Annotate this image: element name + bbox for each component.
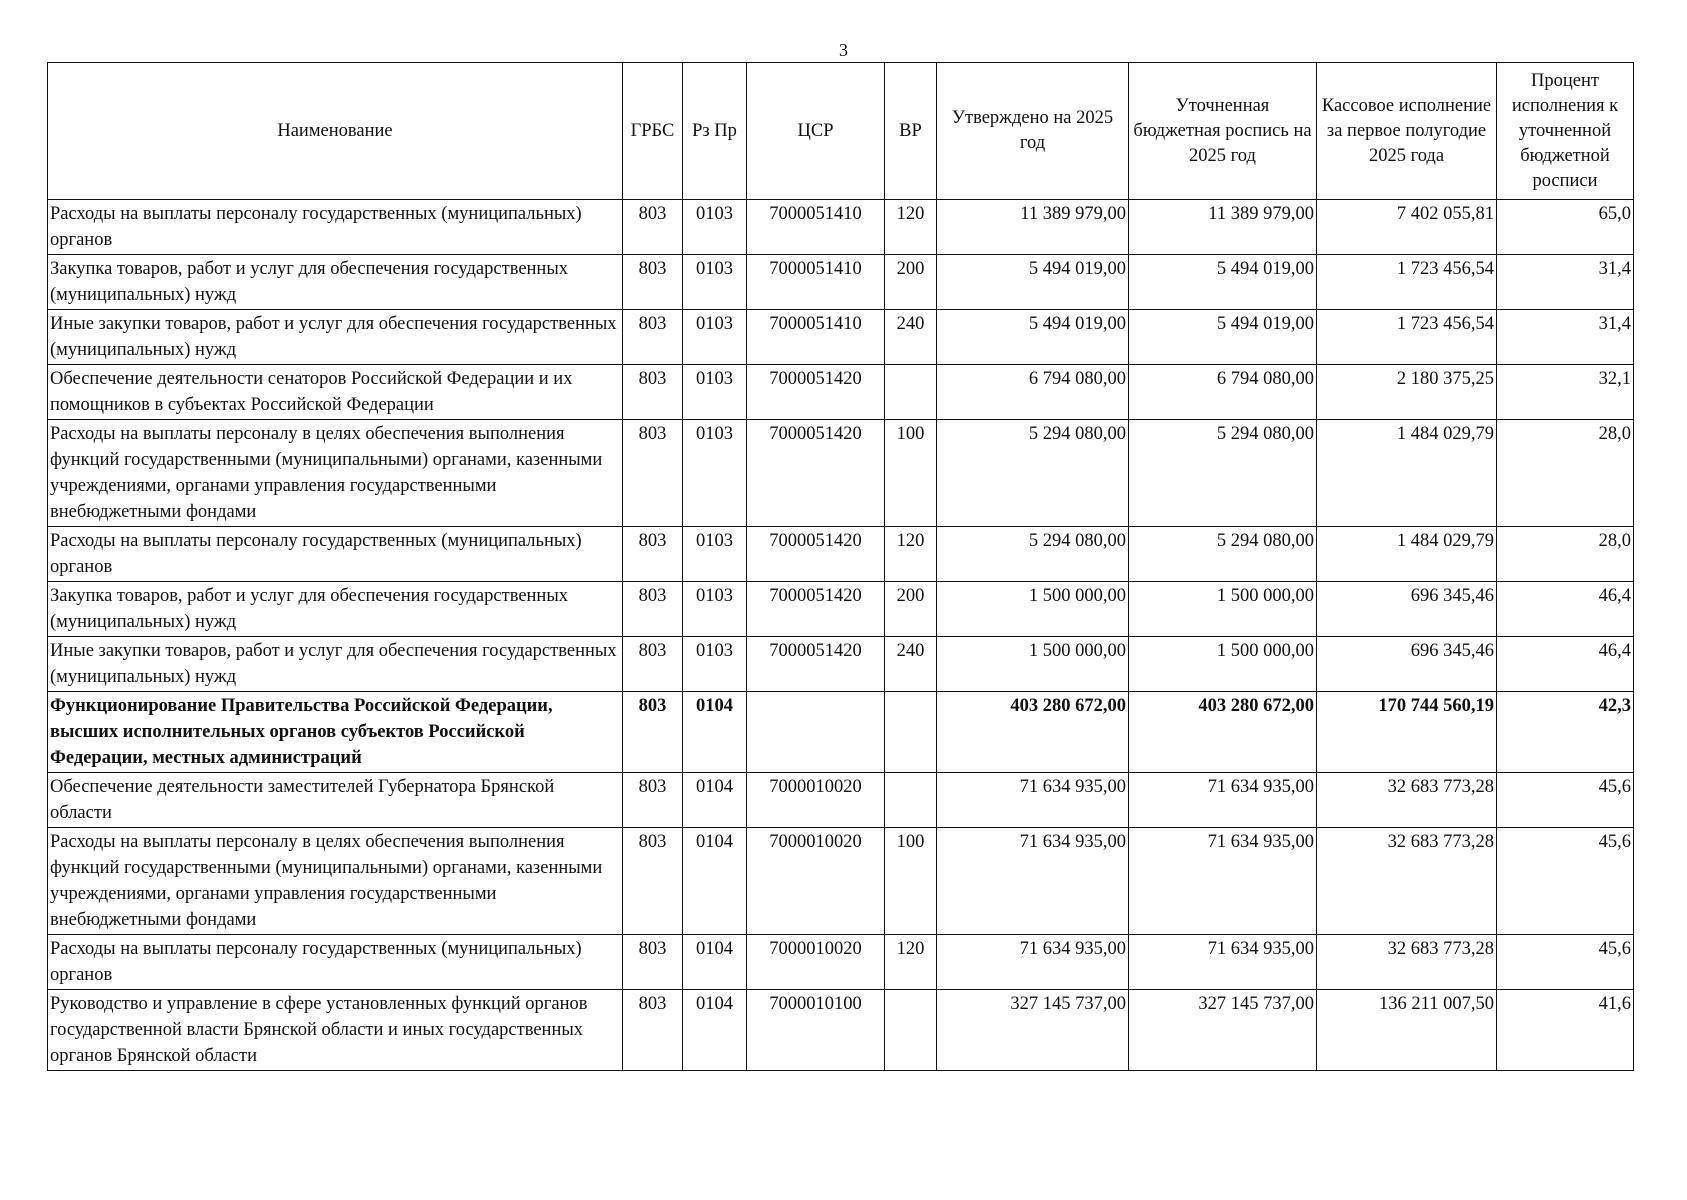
cell-cash: 1 484 029,79: [1317, 420, 1497, 527]
cell-percent: 32,1: [1497, 365, 1634, 420]
table-row: [48, 420, 1634, 527]
cell-approved: 327 145 737,00: [937, 990, 1129, 1071]
cell-rzpr: 0103: [683, 420, 747, 527]
cell-vr: 100: [885, 828, 937, 935]
cell-csr: 7000051410: [747, 310, 885, 365]
table-row: [48, 582, 1634, 637]
cell-approved: 5 294 080,00: [937, 420, 1129, 527]
cell-name: Иные закупки товаров, работ и услуг для обеспечения государственных (муниципальных) нужд: [48, 637, 623, 692]
header-vr: ВР: [885, 63, 937, 200]
cell-cash: 1 484 029,79: [1317, 527, 1497, 582]
cell-percent: 46,4: [1497, 582, 1634, 637]
table-row: [48, 990, 1634, 1071]
cell-approved: 1 500 000,00: [937, 637, 1129, 692]
cell-vr: 120: [885, 527, 937, 582]
cell-refined: 327 145 737,00: [1129, 990, 1317, 1071]
cell-approved: 5 494 019,00: [937, 310, 1129, 365]
table-body: [48, 200, 1634, 1071]
cell-csr: 7000051410: [747, 200, 885, 255]
table-row: [48, 200, 1634, 255]
cell-percent: 41,6: [1497, 990, 1634, 1071]
cell-grbs: 803: [623, 935, 683, 990]
cell-cash: 32 683 773,28: [1317, 935, 1497, 990]
cell-name: Обеспечение деятельности заместителей Губернатора Брянской области: [48, 773, 623, 828]
cell-vr: [885, 773, 937, 828]
cell-refined: 1 500 000,00: [1129, 637, 1317, 692]
cell-refined: 6 794 080,00: [1129, 365, 1317, 420]
cell-grbs: 803: [623, 255, 683, 310]
cell-csr: 7000010100: [747, 990, 885, 1071]
cell-rzpr: 0103: [683, 582, 747, 637]
cell-approved: 5 294 080,00: [937, 527, 1129, 582]
cell-percent: 46,4: [1497, 637, 1634, 692]
header-rzpr: Рз Пр: [683, 63, 747, 200]
cell-name: Расходы на выплаты персоналу в целях обеспечения выполнения функций государственными (муниципальными) органами, казенными учреждениями, органами управления государственными внебюджетными фондами: [48, 420, 623, 527]
cell-refined: 71 634 935,00: [1129, 773, 1317, 828]
table-row: [48, 935, 1634, 990]
page-number: 3: [839, 40, 848, 60]
cell-refined: 1 500 000,00: [1129, 582, 1317, 637]
cell-grbs: 803: [623, 828, 683, 935]
cell-name: Закупка товаров, работ и услуг для обеспечения государственных (муниципальных) нужд: [48, 255, 623, 310]
cell-cash: 170 744 560,19: [1317, 692, 1497, 773]
table-row: [48, 773, 1634, 828]
cell-vr: 200: [885, 582, 937, 637]
cell-rzpr: 0103: [683, 255, 747, 310]
cell-percent: 31,4: [1497, 255, 1634, 310]
cell-grbs: 803: [623, 310, 683, 365]
cell-grbs: 803: [623, 527, 683, 582]
cell-cash: 1 723 456,54: [1317, 310, 1497, 365]
cell-cash: 136 211 007,50: [1317, 990, 1497, 1071]
cell-refined: 5 494 019,00: [1129, 255, 1317, 310]
cell-approved: 1 500 000,00: [937, 582, 1129, 637]
cell-percent: 65,0: [1497, 200, 1634, 255]
cell-csr: 7000051420: [747, 582, 885, 637]
table-header-row: [48, 63, 1634, 200]
cell-refined: 5 294 080,00: [1129, 420, 1317, 527]
cell-name: Функционирование Правительства Российской Федерации, высших исполнительных органов субъектов Российской Федерации, местных администраций: [48, 692, 623, 773]
cell-percent: 28,0: [1497, 420, 1634, 527]
cell-approved: 5 494 019,00: [937, 255, 1129, 310]
cell-name: Иные закупки товаров, работ и услуг для обеспечения государственных (муниципальных) нужд: [48, 310, 623, 365]
cell-csr: 7000010020: [747, 828, 885, 935]
cell-refined: 403 280 672,00: [1129, 692, 1317, 773]
cell-grbs: 803: [623, 200, 683, 255]
cell-approved: 71 634 935,00: [937, 828, 1129, 935]
cell-rzpr: 0104: [683, 692, 747, 773]
cell-csr: 7000051410: [747, 255, 885, 310]
cell-csr: 7000051420: [747, 365, 885, 420]
cell-rzpr: 0104: [683, 828, 747, 935]
cell-cash: 1 723 456,54: [1317, 255, 1497, 310]
cell-grbs: 803: [623, 773, 683, 828]
cell-csr: [747, 692, 885, 773]
cell-csr: 7000051420: [747, 527, 885, 582]
header-name: Наименование: [48, 63, 623, 200]
cell-name: Обеспечение деятельности сенаторов Российской Федерации и их помощников в субъектах Российской Федерации: [48, 365, 623, 420]
cell-vr: 120: [885, 935, 937, 990]
cell-vr: [885, 990, 937, 1071]
cell-percent: 45,6: [1497, 773, 1634, 828]
cell-cash: 696 345,46: [1317, 637, 1497, 692]
cell-vr: 240: [885, 637, 937, 692]
cell-refined: 5 494 019,00: [1129, 310, 1317, 365]
cell-name: Расходы на выплаты персоналу государственных (муниципальных) органов: [48, 200, 623, 255]
header-percent: Процент исполнения к уточненной бюджетной росписи: [1497, 63, 1634, 200]
header-csr: ЦСР: [747, 63, 885, 200]
header-cash: Кассовое исполнение за первое полугодие 2025 года: [1317, 63, 1497, 200]
header-approved: Утверждено на 2025 год: [937, 63, 1129, 200]
cell-rzpr: 0103: [683, 200, 747, 255]
cell-rzpr: 0104: [683, 935, 747, 990]
cell-csr: 7000051420: [747, 420, 885, 527]
cell-rzpr: 0103: [683, 527, 747, 582]
table-row: [48, 255, 1634, 310]
cell-refined: 11 389 979,00: [1129, 200, 1317, 255]
cell-percent: 42,3: [1497, 692, 1634, 773]
cell-csr: 7000010020: [747, 935, 885, 990]
cell-csr: 7000051420: [747, 637, 885, 692]
cell-rzpr: 0104: [683, 990, 747, 1071]
cell-vr: 100: [885, 420, 937, 527]
cell-rzpr: 0103: [683, 365, 747, 420]
cell-grbs: 803: [623, 637, 683, 692]
cell-name: Расходы на выплаты персоналу государственных (муниципальных) органов: [48, 527, 623, 582]
cell-cash: 7 402 055,81: [1317, 200, 1497, 255]
table-row: [48, 310, 1634, 365]
cell-refined: 71 634 935,00: [1129, 828, 1317, 935]
cell-approved: 11 389 979,00: [937, 200, 1129, 255]
cell-name: Расходы на выплаты персоналу государственных (муниципальных) органов: [48, 935, 623, 990]
cell-vr: [885, 692, 937, 773]
cell-percent: 45,6: [1497, 935, 1634, 990]
cell-refined: 71 634 935,00: [1129, 935, 1317, 990]
cell-approved: 403 280 672,00: [937, 692, 1129, 773]
budget-execution-table: [47, 62, 1634, 1071]
cell-rzpr: 0103: [683, 310, 747, 365]
table-row: [48, 828, 1634, 935]
cell-rzpr: 0104: [683, 773, 747, 828]
cell-cash: 32 683 773,28: [1317, 828, 1497, 935]
cell-grbs: 803: [623, 692, 683, 773]
cell-rzpr: 0103: [683, 637, 747, 692]
cell-vr: 120: [885, 200, 937, 255]
cell-approved: 6 794 080,00: [937, 365, 1129, 420]
table-row: [48, 637, 1634, 692]
cell-percent: 45,6: [1497, 828, 1634, 935]
cell-name: Руководство и управление в сфере установленных функций органов государственной власти Брянской области и иных государственных органов Брянской области: [48, 990, 623, 1071]
cell-grbs: 803: [623, 420, 683, 527]
cell-approved: 71 634 935,00: [937, 773, 1129, 828]
cell-percent: 28,0: [1497, 527, 1634, 582]
cell-refined: 5 294 080,00: [1129, 527, 1317, 582]
table-row: [48, 692, 1634, 773]
cell-name: Закупка товаров, работ и услуг для обеспечения государственных (муниципальных) нужд: [48, 582, 623, 637]
cell-cash: 696 345,46: [1317, 582, 1497, 637]
cell-cash: 32 683 773,28: [1317, 773, 1497, 828]
header-grbs: ГРБС: [623, 63, 683, 200]
cell-cash: 2 180 375,25: [1317, 365, 1497, 420]
cell-vr: [885, 365, 937, 420]
table-row: [48, 365, 1634, 420]
cell-grbs: 803: [623, 582, 683, 637]
cell-csr: 7000010020: [747, 773, 885, 828]
cell-grbs: 803: [623, 990, 683, 1071]
cell-vr: 240: [885, 310, 937, 365]
cell-name: Расходы на выплаты персоналу в целях обеспечения выполнения функций государственными (муниципальными) органами, казенными учреждениями, органами управления государственными внебюджетными фондами: [48, 828, 623, 935]
header-refined: Уточненная бюджетная роспись на 2025 год: [1129, 63, 1317, 200]
cell-percent: 31,4: [1497, 310, 1634, 365]
table-row: [48, 527, 1634, 582]
cell-approved: 71 634 935,00: [937, 935, 1129, 990]
cell-vr: 200: [885, 255, 937, 310]
cell-grbs: 803: [623, 365, 683, 420]
